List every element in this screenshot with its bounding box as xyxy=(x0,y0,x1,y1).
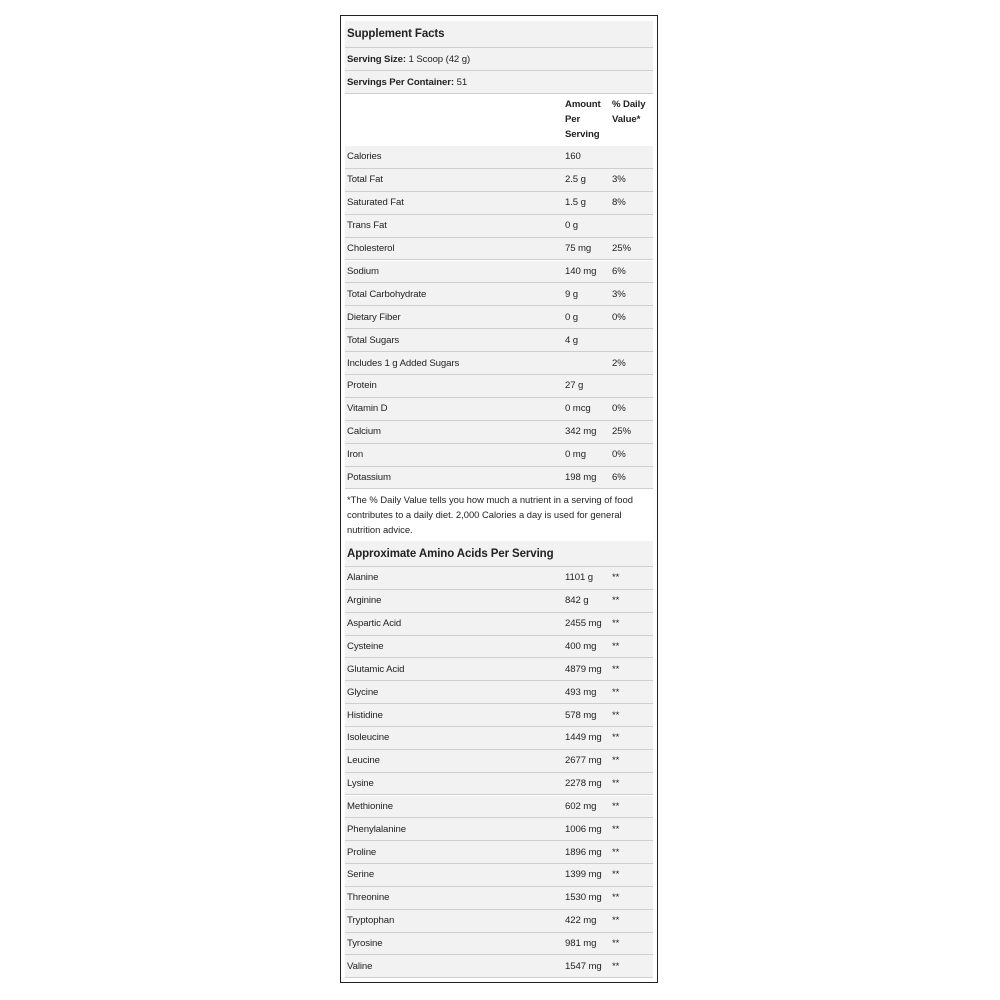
amino-acid-row xyxy=(345,704,653,727)
amino-acid-amount: 981 mg xyxy=(565,938,597,950)
nutrient-row xyxy=(345,375,653,398)
amino-acid-dv: ** xyxy=(612,960,620,972)
nutrient-dv: 0% xyxy=(612,403,626,415)
amino-acid-name: Glycine xyxy=(347,686,379,698)
amino-acid-amount: 1547 mg xyxy=(565,960,602,972)
amino-acid-row xyxy=(345,955,653,978)
amino-acid-name: Serine xyxy=(347,869,375,881)
amino-acid-name: Leucine xyxy=(347,755,380,767)
nutrient-amount: 0 mcg xyxy=(565,403,591,415)
nutrient-amount: 27 g xyxy=(565,380,584,392)
nutrient-name: Cholesterol xyxy=(347,243,395,255)
amino-acid-row xyxy=(345,613,653,636)
nutrient-amount: 0 g xyxy=(565,311,579,323)
amino-acid-dv: ** xyxy=(612,938,620,950)
nutrient-name: Total Carbohydrate xyxy=(347,288,427,300)
nutrient-amount: 2.5 g xyxy=(565,174,586,186)
nutrient-dv: 25% xyxy=(612,243,631,255)
amino-acid-dv: ** xyxy=(612,618,620,630)
amino-acid-amount: 602 mg xyxy=(565,800,597,812)
amino-acid-name: Alanine xyxy=(347,572,379,584)
amino-acid-amount: 1101 g xyxy=(565,572,594,584)
serving-size-value: 1 Scoop (42 g) xyxy=(408,53,471,65)
amino-acid-row xyxy=(345,658,653,681)
nutrient-amount: 1.5 g xyxy=(565,197,586,209)
amino-acid-name: Valine xyxy=(347,960,373,972)
nutrient-amount: 0 g xyxy=(565,220,579,232)
amino-acid-name: Arginine xyxy=(347,595,382,607)
servings-per-container xyxy=(347,77,467,88)
daily-value-column-header xyxy=(612,97,645,127)
nutrient-name: Trans Fat xyxy=(347,220,387,232)
nutrient-amount: 198 mg xyxy=(565,472,597,484)
nutrient-dv: 8% xyxy=(612,197,626,209)
servings-row xyxy=(345,71,653,94)
nutrient-row xyxy=(345,306,653,329)
nutrient-dv: 6% xyxy=(612,472,626,484)
amino-acid-name: Methionine xyxy=(347,800,393,812)
nutrient-name: Potassium xyxy=(347,472,391,484)
amino-acid-dv: ** xyxy=(612,572,620,584)
nutrient-amount: 342 mg xyxy=(565,426,597,438)
amino-acid-row xyxy=(345,773,653,796)
daily-value-footnote xyxy=(347,492,651,537)
amino-acid-dv: ** xyxy=(612,915,620,927)
nutrient-amount: 140 mg xyxy=(565,265,597,277)
nutrient-name: Protein xyxy=(347,380,377,392)
nutrient-dv: 2% xyxy=(612,357,626,369)
nutrient-row xyxy=(345,398,653,421)
nutrient-amount: 160 xyxy=(565,151,581,163)
nutrient-row xyxy=(345,192,653,215)
amino-acid-name: Isoleucine xyxy=(347,732,390,744)
nutrient-name: Sodium xyxy=(347,265,379,277)
amino-acid-amount: 422 mg xyxy=(565,915,597,927)
amino-acid-dv: ** xyxy=(612,709,620,721)
amino-acid-row xyxy=(345,750,653,773)
footnote-line: *The % Daily Value tells you how much a nutrient in a serving of food xyxy=(347,494,633,505)
nutrient-dv: 6% xyxy=(612,265,626,277)
amino-acid-row xyxy=(345,933,653,956)
nutrient-name: Saturated Fat xyxy=(347,197,404,209)
nutrient-name: Total Sugars xyxy=(347,334,400,346)
title-row xyxy=(345,21,653,48)
amino-acid-amount: 1399 mg xyxy=(565,869,602,881)
nutrient-row xyxy=(345,329,653,352)
nutrient-dv: 3% xyxy=(612,288,626,300)
nutrient-dv: 3% xyxy=(612,174,626,186)
serving-size-row xyxy=(345,48,653,71)
nutrient-name: Iron xyxy=(347,449,364,461)
amino-acid-dv: ** xyxy=(612,846,620,858)
amino-acid-name: Aspartic Acid xyxy=(347,618,402,630)
amino-acid-dv: ** xyxy=(612,686,620,698)
amino-acids-title: Approximate Amino Acids Per Serving xyxy=(347,547,554,560)
nutrient-dv: 0% xyxy=(612,449,626,461)
nutrient-name: Calories xyxy=(347,151,382,163)
amino-acid-row xyxy=(345,636,653,659)
amount-header-line: Amount xyxy=(565,99,601,110)
nutrient-name: Vitamin D xyxy=(347,403,388,415)
amino-acid-row xyxy=(345,864,653,887)
amino-acid-dv: ** xyxy=(612,778,620,790)
nutrient-row xyxy=(345,467,653,490)
amino-acid-amount: 2278 mg xyxy=(565,778,602,790)
amino-acid-row xyxy=(345,796,653,819)
amino-acid-dv: ** xyxy=(612,892,620,904)
amino-acid-amount: 493 mg xyxy=(565,686,597,698)
amino-acid-amount: 1449 mg xyxy=(565,732,602,744)
servings-value: 51 xyxy=(456,76,468,88)
amino-acid-dv: ** xyxy=(612,800,620,812)
nutrient-amount: 9 g xyxy=(565,288,579,300)
amount-header-line: Serving xyxy=(565,129,600,140)
nutrient-row xyxy=(345,169,653,192)
nutrient-name: Calcium xyxy=(347,426,381,438)
dv-header-line: Value* xyxy=(612,114,641,125)
amino-acid-name: Threonine xyxy=(347,892,390,904)
amount-header-line: Per xyxy=(565,114,581,125)
nutrient-dv: 25% xyxy=(612,426,631,438)
amino-acid-dv: ** xyxy=(612,823,620,835)
amino-acid-dv: ** xyxy=(612,732,620,744)
amino-acid-amount: 578 mg xyxy=(565,709,597,721)
nutrient-amount: 75 mg xyxy=(565,243,592,255)
amino-acid-row xyxy=(345,727,653,750)
amino-acid-amount: 2455 mg xyxy=(565,618,602,630)
nutrient-row xyxy=(345,283,653,306)
nutrient-row xyxy=(345,261,653,284)
amino-acid-amount: 400 mg xyxy=(565,640,597,652)
amino-acid-name: Proline xyxy=(347,846,377,858)
amount-column-header xyxy=(565,97,601,142)
footnote-line: nutrition advice. xyxy=(347,524,413,535)
serving-size xyxy=(347,54,470,65)
nutrient-row xyxy=(345,421,653,444)
amino-acid-dv: ** xyxy=(612,755,620,767)
nutrient-name: Total Fat xyxy=(347,174,383,186)
servings-label: Servings Per Container: xyxy=(347,76,454,88)
amino-acid-amount: 1896 mg xyxy=(565,846,602,858)
amino-acid-dv: ** xyxy=(612,869,620,881)
nutrient-name: Includes 1 g Added Sugars xyxy=(347,357,460,369)
nutrient-row xyxy=(345,146,653,169)
nutrient-row xyxy=(345,215,653,238)
amino-acid-row xyxy=(345,681,653,704)
amino-acid-amount: 1006 mg xyxy=(565,823,602,835)
column-header-row xyxy=(345,94,653,147)
amino-acid-name: Tyrosine xyxy=(347,938,383,950)
nutrient-amount: 4 g xyxy=(565,334,579,346)
dv-header-line: % Daily xyxy=(612,99,646,110)
nutrient-amount: 0 mg xyxy=(565,449,586,461)
amino-acid-amount: 2677 mg xyxy=(565,755,602,767)
amino-acid-amount: 1530 mg xyxy=(565,892,602,904)
amino-acid-name: Lysine xyxy=(347,778,374,790)
amino-acid-amount: 842 g xyxy=(565,595,589,607)
amino-acid-row xyxy=(345,590,653,613)
amino-acid-row xyxy=(345,910,653,933)
amino-acid-amount: 4879 mg xyxy=(565,663,602,675)
amino-acid-row xyxy=(345,818,653,841)
amino-acid-name: Tryptophan xyxy=(347,915,395,927)
amino-acid-name: Phenylalanine xyxy=(347,823,406,835)
amino-acid-name: Histidine xyxy=(347,709,383,721)
nutrient-row xyxy=(345,238,653,261)
nutrient-dv: 0% xyxy=(612,311,626,323)
supplement-facts-panel xyxy=(340,15,658,983)
amino-acid-row xyxy=(345,841,653,864)
panel-title: Supplement Facts xyxy=(347,28,445,40)
amino-acid-dv: ** xyxy=(612,663,620,675)
footnote-line: contributes to a daily diet. 2,000 Calories a day is used for general xyxy=(347,509,622,520)
amino-acid-name: Glutamic Acid xyxy=(347,663,405,675)
nutrient-name: Dietary Fiber xyxy=(347,311,401,323)
serving-size-label: Serving Size: xyxy=(347,53,406,65)
nutrient-row xyxy=(345,444,653,467)
amino-acid-row xyxy=(345,887,653,910)
amino-acid-dv: ** xyxy=(612,640,620,652)
amino-acid-dv: ** xyxy=(612,595,620,607)
nutrient-row xyxy=(345,352,653,375)
amino-title-row xyxy=(345,541,653,567)
amino-acid-row xyxy=(345,567,653,590)
amino-acid-name: Cysteine xyxy=(347,640,384,652)
